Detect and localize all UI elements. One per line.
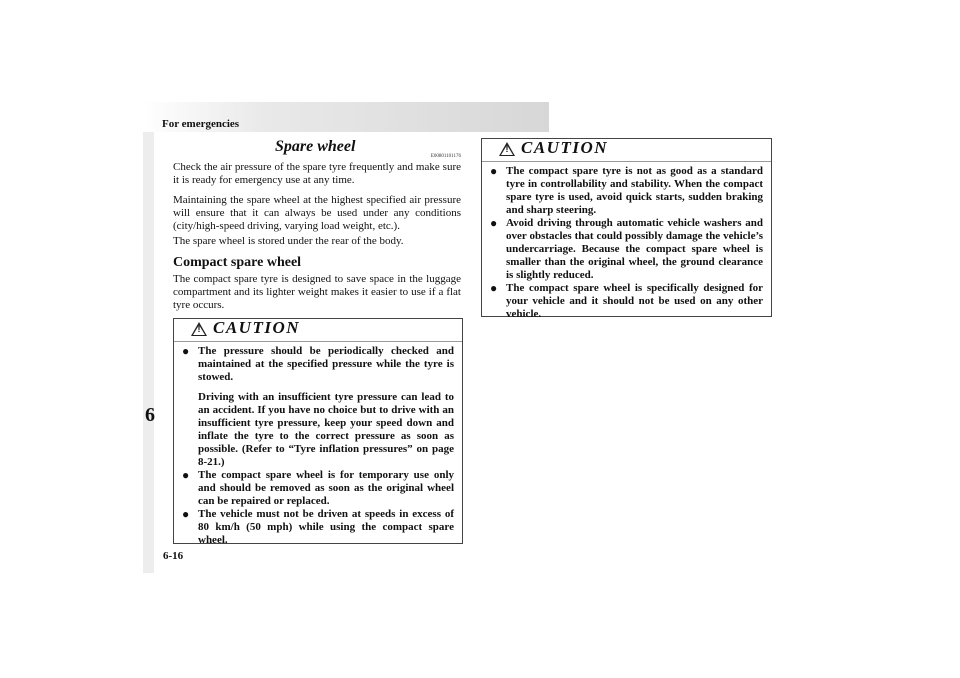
left-column	[173, 138, 461, 319]
bullet-icon: ●	[182, 344, 190, 358]
paragraph: The spare wheel is stored under the rear of the body.	[173, 235, 404, 247]
paragraph: Maintaining the spare wheel at the highest specified air pressure will ensure that it can always be used under any conditions (city/high-speed driving, varying load weight, etc.).	[173, 194, 461, 232]
caution-item-text: Avoid driving through automatic vehicle washers and over obstacles that could possibly damage the vehicle’s undercarriage. Because the compact spare wheel is smaller than the original wheel, the ground clearance is slightly reduced.	[506, 217, 763, 281]
caution-item	[182, 469, 454, 508]
section-title: Spare wheel	[275, 138, 356, 155]
chapter-tab	[143, 132, 154, 573]
bullet-icon: ●	[490, 216, 498, 230]
caution-item-text: The compact spare wheel is for temporary use only and should be removed as soon as the original wheel can be repaired or replaced.	[198, 469, 454, 507]
chapter-number: 6	[145, 404, 155, 426]
caution-item	[182, 345, 454, 469]
caution-item	[490, 165, 763, 217]
exclamation-icon: !	[197, 324, 201, 334]
caution-item	[490, 282, 763, 321]
caution-item	[182, 508, 454, 547]
paragraph: Check the air pressure of the spare tyre frequently and make sure it is ready for emergency use at any time.	[173, 161, 461, 186]
running-header: For emergencies	[162, 118, 240, 130]
caution-header	[174, 319, 462, 342]
caution-item	[490, 217, 763, 282]
caution-body	[174, 342, 462, 552]
bullet-icon: ●	[490, 164, 498, 178]
caution-label: CAUTION	[213, 318, 301, 337]
caution-item-text: Driving with an insufficient tyre pressure can lead to an accident. If you have no choice but to drive with an insufficient tyre pressure, keep your speed down and inflate the tyre to the correct pressure as soon as possible. (Refer to “Tyre inflation pressures” on page 8-21.)	[198, 391, 454, 468]
page-number: 6-16	[163, 550, 184, 562]
bullet-icon: ●	[490, 281, 498, 295]
caution-item-text: The vehicle must not be driven at speeds in excess of 80 km/h (50 mph) while using the compact spare wheel.	[198, 508, 454, 546]
caution-body	[482, 162, 771, 326]
caution-item-text: The pressure should be periodically checked and maintained at the specified pressure while the tyre is stowed.	[198, 345, 454, 383]
bullet-icon: ●	[182, 507, 190, 521]
caution-item-text: The compact spare tyre is not as good as a standard tyre in controllability and stability. When the compact spare tyre is used, avoid quick starts, sudden braking and sharp steering.	[506, 165, 763, 216]
caution-box	[173, 318, 463, 544]
subsection-title: Compact spare wheel	[173, 255, 302, 270]
exclamation-icon: !	[505, 144, 509, 154]
caution-box	[481, 138, 772, 320]
caution-header	[482, 139, 771, 162]
bullet-icon: ●	[182, 468, 190, 482]
caution-item-text: The compact spare wheel is specifically designed for your vehicle and it should not be used on any other vehicle.	[506, 282, 763, 320]
caution-label: CAUTION	[521, 138, 609, 157]
paragraph: The compact spare tyre is designed to save space in the luggage compartment and its lighter weight makes it easier to use if a flat tyre occurs.	[173, 273, 461, 311]
document-code: E00801101176	[430, 154, 461, 159]
